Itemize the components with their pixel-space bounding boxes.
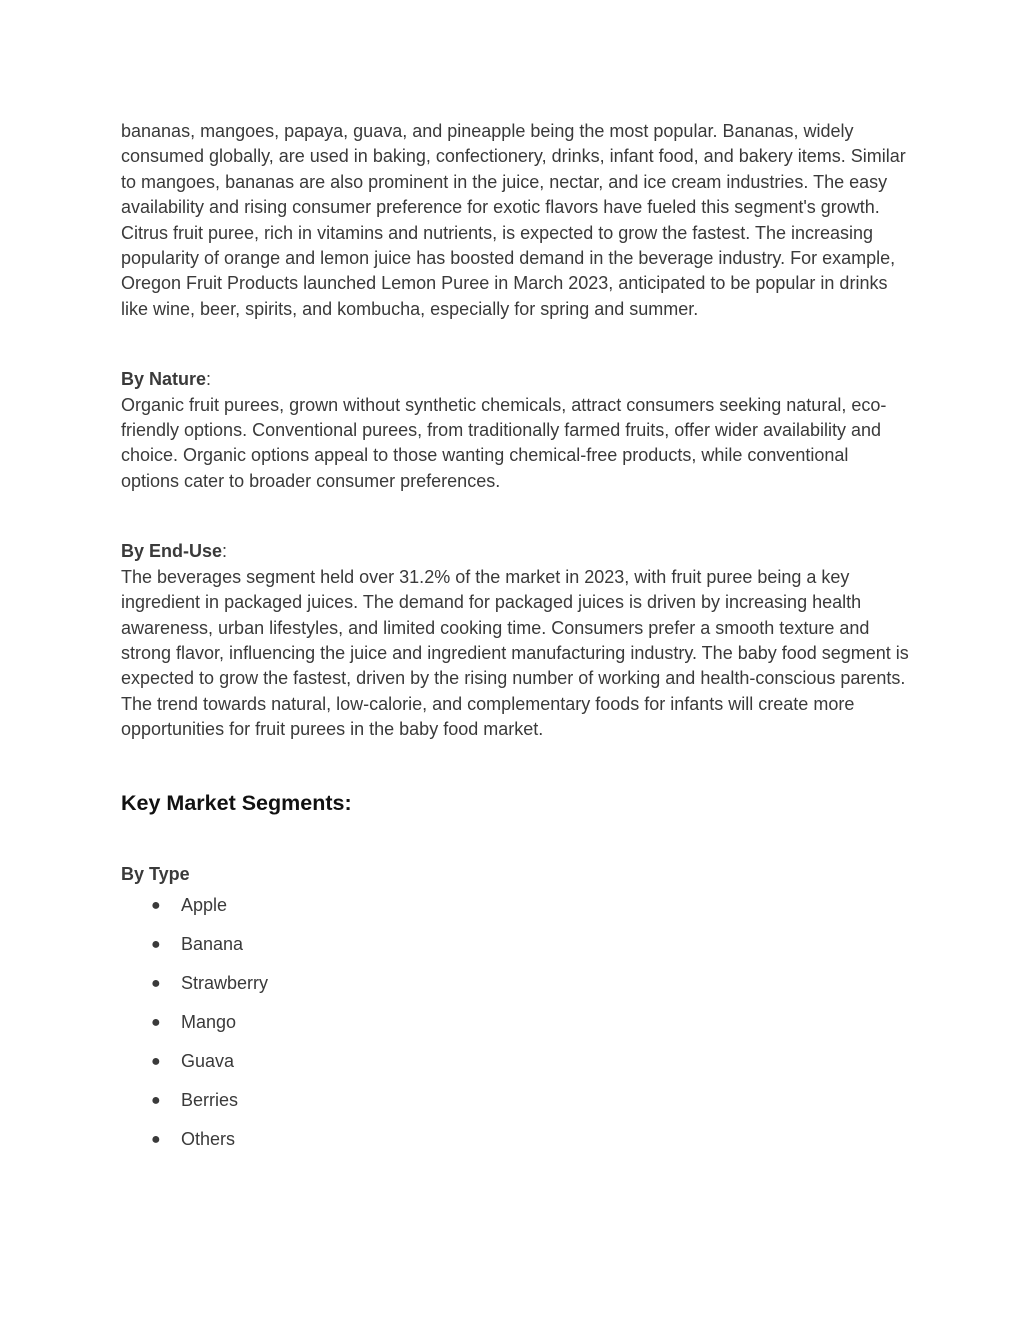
list-item: [121, 1088, 911, 1113]
list-item-label: Strawberry: [181, 972, 269, 993]
key-market-segments-heading: Key Market Segments:: [121, 790, 352, 815]
bullet-icon: ●: [151, 1130, 161, 1148]
list-item-label: Banana: [181, 933, 244, 954]
bullet-icon: ●: [151, 896, 161, 914]
list-item-label: Guava: [181, 1050, 235, 1071]
list-item: [121, 893, 911, 918]
by-nature-section: [121, 367, 911, 494]
by-end-use-colon: :: [222, 541, 228, 562]
bullet-icon: ●: [151, 1013, 161, 1031]
by-nature-paragraph: Organic fruit purees, grown without synthetic chemicals, attract consumers seeking natural, eco-friendly options. Conventional purees, from traditionally farmed fruits, offer wider availability and choice. Organic options appeal to those wanting chemical-free products, while conventional options cater to broader consumer preferences.: [121, 394, 887, 491]
list-item-label: Berries: [181, 1089, 239, 1110]
by-end-use-label: By End-Use: [121, 541, 223, 562]
list-item: [121, 1049, 911, 1074]
list-item: [121, 932, 911, 957]
list-item-label: Others: [181, 1128, 236, 1149]
by-end-use-heading: [121, 539, 911, 564]
list-item-label: Apple: [181, 894, 228, 915]
list-item: [121, 971, 911, 996]
bullet-icon: ●: [151, 974, 161, 992]
bullet-icon: ●: [151, 935, 161, 953]
by-end-use-paragraph: The beverages segment held over 31.2% of the market in 2023, with fruit puree being a key ingredient in packaged juices. The demand for packaged juices is driven by increasing health awareness, urban lifestyles, and limited cooking time. Consumers prefer a smooth texture and strong flavor, influencing the juice and ingredient manufacturing industry. The baby food segment is expected to grow the fastest, driven by the rising number of working and health-conscious parents. The trend towards natural, low-calorie, and complementary foods for infants will create more opportunities for fruit purees in the baby food market.: [121, 566, 909, 740]
list-item: [121, 1010, 911, 1035]
by-nature-colon: :: [206, 369, 212, 390]
bullet-icon: ●: [151, 1052, 161, 1070]
by-nature-heading: [121, 367, 911, 392]
by-nature-label: By Nature: [121, 369, 207, 390]
type-list: [121, 893, 911, 1152]
document-page: [121, 119, 911, 1166]
bullet-icon: ●: [151, 1091, 161, 1109]
intro-paragraph: bananas, mangoes, papaya, guava, and pineapple being the most popular. Bananas, widely consumed globally, are used in baking, confectionery, drinks, infant food, and bakery items. Similar to mangoes, bananas are also prominent in the juice, nectar, and ice cream industries. The easy availability and rising consumer preference for exotic flavors have fueled this segment's growth. Citrus fruit puree, rich in vitamins and nutrients, is expected to grow the fastest. The increasing popularity of orange and lemon juice has boosted demand in the beverage industry. For example, Oregon Fruit Products launched Lemon Puree in March 2023, anticipated to be popular in drinks like wine, beer, spirits, and kombucha, especially for spring and summer.: [121, 121, 906, 319]
by-type-heading: By Type: [121, 863, 190, 884]
by-end-use-section: [121, 539, 911, 742]
list-item-label: Mango: [181, 1011, 237, 1032]
list-item: [121, 1127, 911, 1152]
